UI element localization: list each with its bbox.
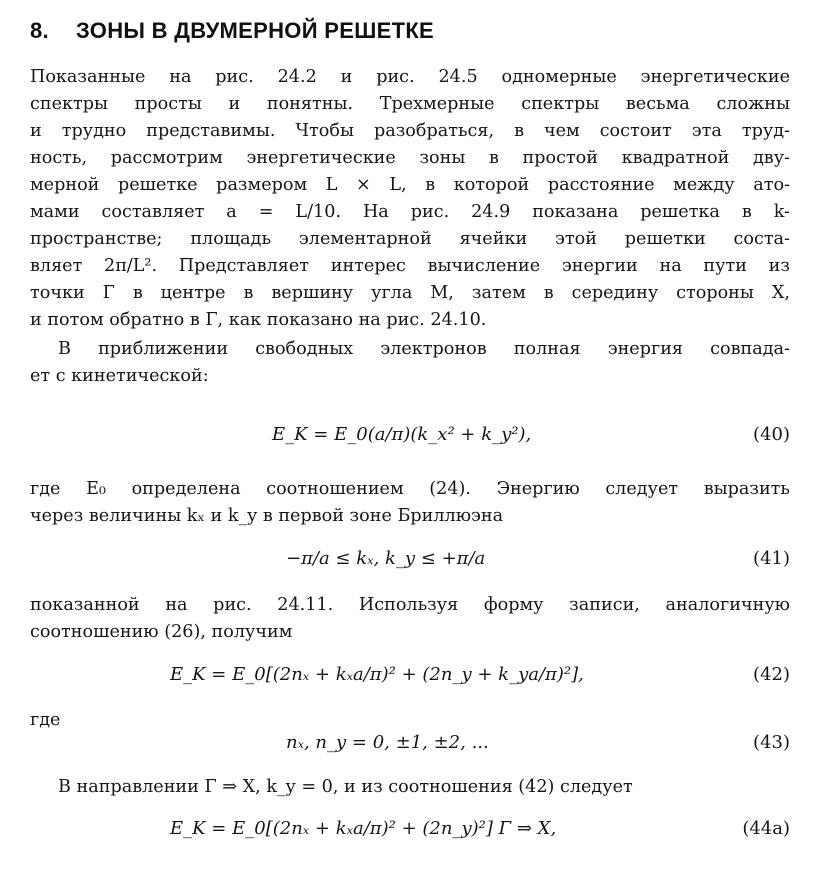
text-line: Показанные на рис. 24.2 и рис. 24.5 одномерные энергетические [30, 67, 790, 87]
equation-42-number: (42) [753, 664, 790, 685]
section-heading [30, 18, 434, 44]
equation-42-formula: E_K = E_0[(2nₓ + kₓa/π)² + (2n_y + k_ya/π)²], [170, 664, 584, 685]
section-number: 8. [30, 18, 49, 43]
text-line: где E₀ определена соотношением (24). Энергию следует выразить [30, 479, 790, 499]
text-line: пространстве; площадь элементарной ячейки этой решетки соста- [30, 229, 790, 249]
equation-40-number: (40) [753, 424, 790, 445]
text-line: и трудно представимы. Чтобы разобраться, в чем состоит эта труд- [30, 121, 790, 141]
equation-42 [30, 660, 790, 690]
equation-44a-number: (44a) [742, 818, 790, 839]
equation-44a-formula: E_K = E_0[(2nₓ + kₓa/π)² + (2n_y)²] Γ ⇒ X, [170, 818, 557, 839]
equation-43-number: (43) [753, 732, 790, 753]
text-line: мами составляет a = L/10. На рис. 24.9 показана решетка в k- [30, 202, 790, 222]
text-line: точки Γ в центре в вершину угла M, затем в середину стороны X, [30, 283, 790, 303]
text-line: ность, рассмотрим энергетические зоны в простой квадратной дву- [30, 148, 790, 168]
text-line: ет с кинетической: [30, 366, 209, 386]
text-line: соотношению (26), получим [30, 622, 293, 642]
equation-43 [30, 728, 790, 758]
text-line: через величины kₓ и k_y в первой зоне Бриллюэна [30, 506, 504, 526]
equation-41-number: (41) [753, 548, 790, 569]
section-title: ЗОНЫ В ДВУМЕРНОЙ РЕШЕТКЕ [76, 18, 435, 43]
equation-40 [30, 420, 790, 450]
text-line: В направлении Γ ⇒ X, k_y = 0, и из соотношения (42) следует [58, 777, 633, 797]
text-line: мерной решетке размером L × L, в которой расстояние между ато- [30, 175, 790, 195]
text-line: спектры просты и понятны. Трехмерные спектры весьма сложны [30, 94, 790, 114]
text-line: и потом обратно в Γ, как показано на рис. 24.10. [30, 310, 487, 330]
text-line: показанной на рис. 24.11. Используя форму записи, аналогичную [30, 595, 790, 615]
where-label: где [30, 710, 61, 730]
equation-40-formula: E_K = E_0(a/π)(k_x² + k_y²), [272, 424, 532, 445]
equation-41-formula: −π/a ≤ kₓ, k_y ≤ +π/a [286, 548, 486, 569]
equation-44a [30, 814, 790, 844]
text-line: В приближении свободных электронов полная энергия совпада- [58, 339, 790, 359]
equation-43-formula: nₓ, n_y = 0, ±1, ±2, ... [286, 732, 489, 753]
equation-41 [30, 544, 790, 574]
text-line: вляет 2π/L². Представляет интерес вычисление энергии на пути из [30, 256, 790, 276]
